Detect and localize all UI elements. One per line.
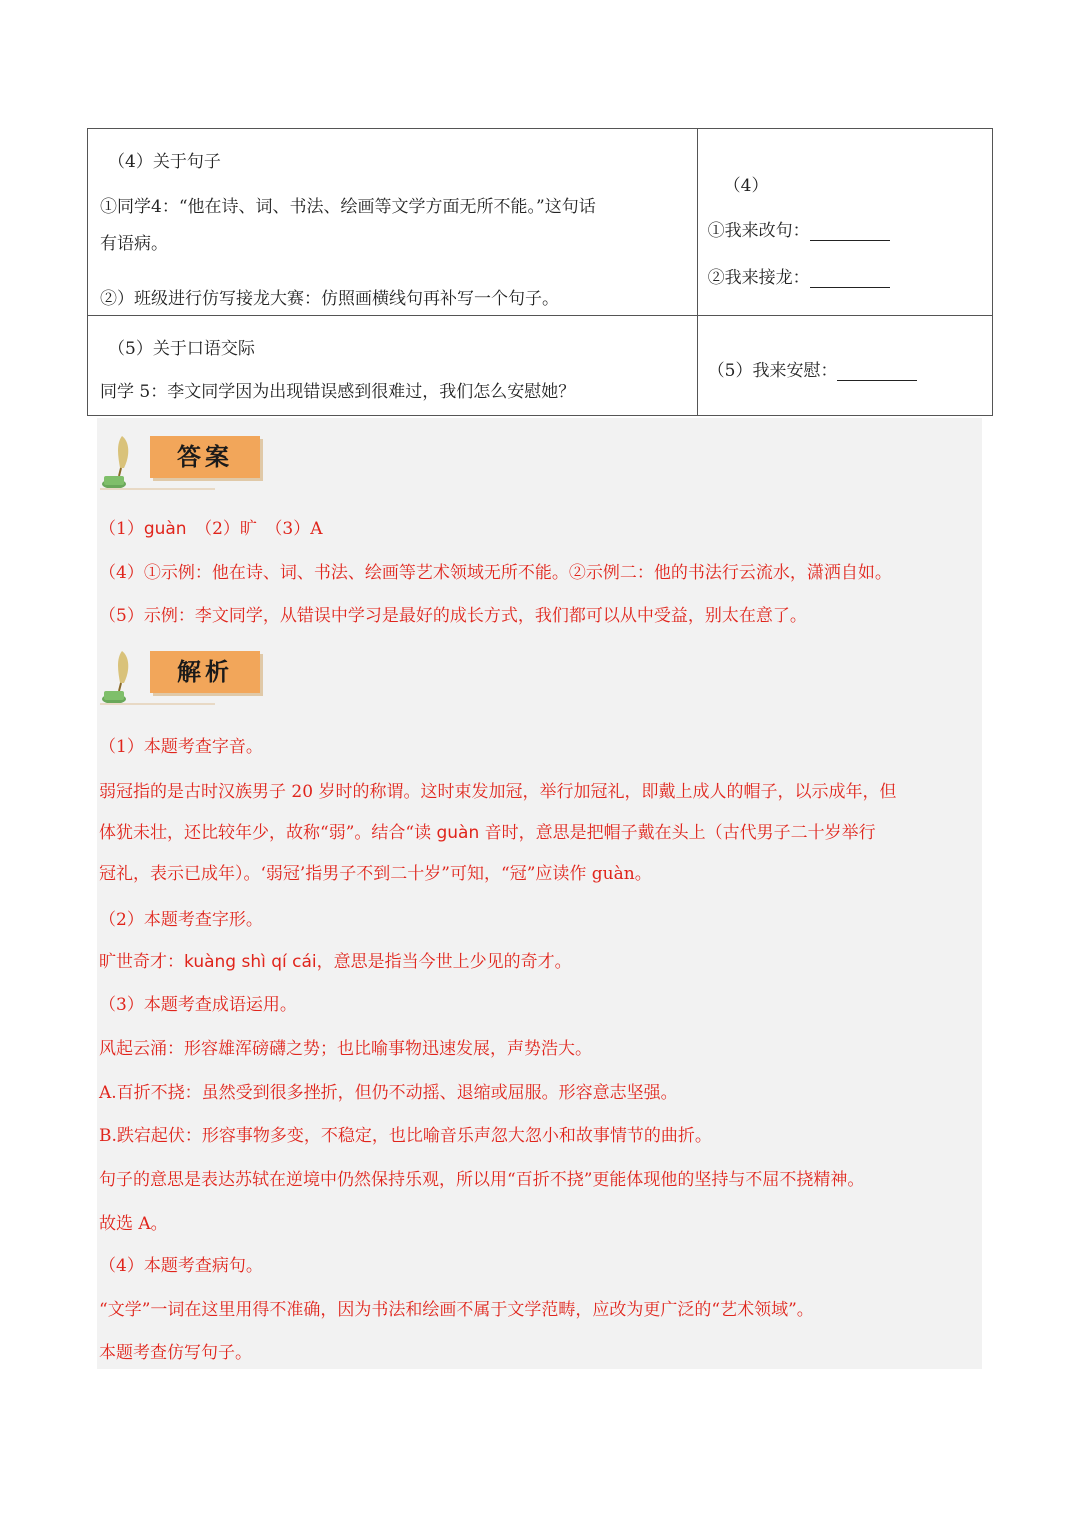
answer-4-continue (708, 263, 982, 288)
analysis-4-heading: （4）本题考查病句。 (99, 1256, 263, 1276)
answer-5-comfort (708, 356, 982, 381)
quill-inkwell-icon (100, 434, 140, 494)
analysis-3-heading: （3）本题考查成语运用。 (99, 995, 297, 1015)
analysis-2-line1 (99, 947, 572, 972)
answer-blank[interactable] (810, 269, 890, 288)
question-4-row (88, 129, 993, 316)
quill-inkwell-icon (100, 649, 140, 709)
answer-badge-label: 答案 (150, 436, 260, 478)
answer-blank[interactable] (837, 362, 917, 381)
analysis-3-line1: 风起云涌：形容雄浑磅礴之势；也比喻事物迅速发展，声势浩大。 (99, 1039, 592, 1059)
question-4-cell (88, 129, 698, 316)
analysis-1-heading: （1）本题考查字音。 (99, 737, 263, 757)
analysis-2-heading: （2）本题考查字形。 (99, 910, 263, 930)
answer-4-revise-label: ①我来改句： (707, 221, 810, 241)
answer-1-pinyin: guàn (143, 519, 187, 539)
analysis-3-line5: 故选 A。 (99, 1214, 168, 1234)
question-4-heading: （4）关于句子 (108, 152, 221, 172)
analysis-1-line3: 冠礼，表示已成年）。‘弱冠’指男子不到二十岁”可知，“冠”应读作 guàn。 (99, 864, 652, 884)
analysis-1-line2b: 音时，意思是把帽子戴在头上（古代男子二十岁举行 (479, 823, 876, 843)
answer-4-revise (708, 216, 982, 241)
analysis-1-line2a: 体犹未壮，还比较年少，故称“弱”。结合“读 (99, 823, 437, 843)
answer-4-heading: （4） (723, 176, 769, 196)
question-5-line1: 同学 5：李文同学因为出现错误感到很难过，我们怎么安慰她？ (100, 382, 576, 402)
analysis-3-line2: A.百折不挠：虽然受到很多挫折，但仍不动摇、退缩或屈服。形容意志坚强。 (99, 1083, 678, 1103)
answer-5-cell (697, 316, 992, 416)
analysis-badge (100, 649, 265, 711)
analysis-3-line4: 句子的意思是表达苏轼在逆境中仍然保持乐观，所以用“百折不挠”更能体现他的坚持与不屈不挠精神。 (99, 1170, 865, 1190)
analysis-1-pinyin: guàn (436, 823, 480, 843)
answer-line-4: （4）①示例：他在诗、词、书法、绘画等艺术领域无所不能。②示例二：他的书法行云流水，潇洒自如。 (99, 563, 892, 583)
question-4-line2: 有语病。 (100, 234, 168, 254)
analysis-1-line1: 弱冠指的是古时汉族男子 20 岁时的称谓。这时束发加冠，举行加冠礼，即戴上成人的帽子，以示成年，但 (99, 782, 897, 802)
answer-1-rest: （2）旷 （3）A (186, 519, 323, 539)
answer-blank[interactable] (810, 222, 890, 241)
question-5-cell (88, 316, 698, 416)
question-4-line1: ①同学4：“他在诗、词、书法、绘画等文学方面无所不能。”这句话 (100, 197, 596, 217)
analysis-badge-label: 解析 (150, 651, 260, 693)
answer-5-label: （5）我来安慰： (707, 361, 838, 381)
answer-line-5: （5）示例：李文同学，从错误中学习是最好的成长方式，我们都可以从中受益，别太在意了。 (99, 606, 807, 626)
analysis-2-meaning: ，意思是指当今世上少见的奇才。 (316, 952, 572, 972)
badge-underline (100, 703, 215, 705)
question-5-row (88, 316, 993, 416)
answer-4-continue-label: ②我来接龙： (707, 268, 810, 288)
badge-underline (100, 488, 215, 490)
analysis-4-line1: “文学”一词在这里用得不准确，因为书法和绘画不属于文学范畴，应改为更广泛的“艺术领域”。 (99, 1300, 814, 1320)
answer-1-prefix: （1） (99, 519, 144, 539)
analysis-4-line2: 本题考查仿写句子。 (99, 1343, 252, 1363)
analysis-1-line2 (99, 818, 876, 843)
question-5-heading: （5）关于口语交际 (108, 339, 255, 359)
analysis-2-term: 旷世奇才： (99, 952, 184, 972)
question-4-line3: ②）班级进行仿写接龙大赛：仿照画横线句再补写一个句子。 (100, 289, 559, 309)
answer-line-1 (99, 514, 323, 539)
answer-badge (100, 434, 265, 496)
analysis-2-pinyin: kuàng shì qí cái (184, 952, 317, 972)
question-table (87, 128, 993, 416)
answer-4-cell (697, 129, 992, 316)
analysis-3-line3: B.跌宕起伏：形容事物多变，不稳定，也比喻音乐声忽大忽小和故事情节的曲折。 (99, 1126, 712, 1146)
